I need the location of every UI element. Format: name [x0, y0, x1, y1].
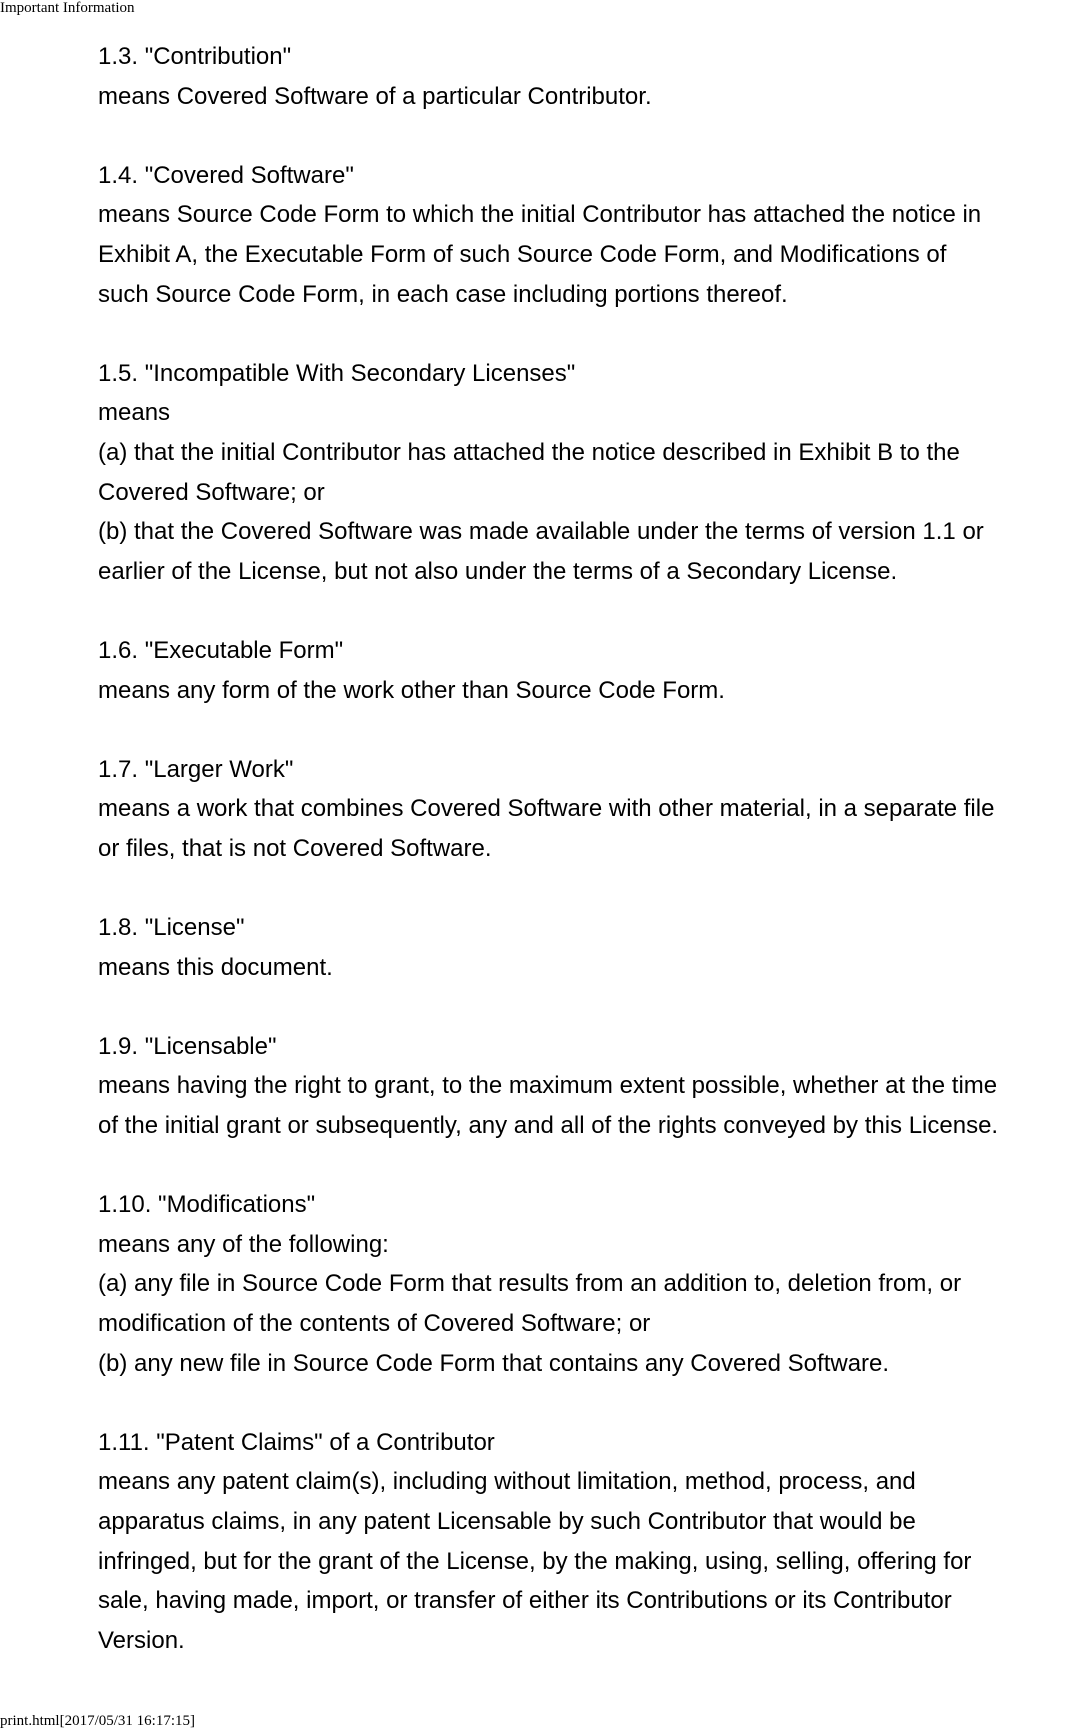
definition-text-line: means Source Code Form to which the initial Contributor has attached the notice in: [98, 201, 982, 229]
definition-text-line: means any form of the work other than Source Code Form.: [98, 676, 725, 704]
definition-text-line: means Covered Software of a particular Contributor.: [98, 82, 652, 110]
definition-text-line: means: [98, 399, 171, 427]
definition-text-line: means having the right to grant, to the maximum extent possible, whether at the time: [98, 1072, 998, 1100]
definition-covered-software: [98, 156, 1086, 314]
definition-text-line: means any patent claim(s), including without limitation, method, process, and: [98, 1468, 916, 1496]
definition-heading: 1.6. "Executable Form": [98, 636, 344, 664]
definition-text-line: means any of the following:: [98, 1230, 389, 1258]
page-header-title: Important Information: [0, 0, 135, 16]
definition-text-line: (b) that the Covered Software was made available under the terms of version 1.1 or: [98, 518, 984, 546]
definition-text-line: (a) any file in Source Code Form that results from an addition to, deletion from, or: [98, 1270, 962, 1298]
definition-heading: 1.8. "License": [98, 914, 245, 942]
definition-incompatible-with-secondary-licenses: [98, 354, 1086, 592]
definition-contribution: [98, 37, 1086, 116]
definition-text-line: infringed, but for the grant of the License, by the making, using, selling, offering for: [98, 1547, 972, 1575]
page-footer-url: print.html[2017/05/31 16:17:15]: [0, 1713, 195, 1729]
definition-patent-claims: [98, 1423, 1086, 1661]
definition-larger-work: [98, 750, 1086, 869]
definition-text-line: Exhibit A, the Executable Form of such Source Code Form, and Modifications of: [98, 240, 947, 268]
definition-heading: 1.10. "Modifications": [98, 1191, 316, 1219]
definition-text-line: apparatus claims, in any patent Licensable by such Contributor that would be: [98, 1507, 916, 1535]
definition-executable-form: [98, 631, 1086, 710]
definition-text-line: (b) any new file in Source Code Form that contains any Covered Software.: [98, 1349, 890, 1377]
document-body: [98, 37, 1086, 1660]
definition-text-line: sale, having made, import, or transfer of either its Contributions or its Contributor: [98, 1587, 952, 1615]
definition-heading: 1.4. "Covered Software": [98, 161, 354, 189]
definition-heading: 1.3. "Contribution": [98, 43, 292, 70]
definition-text-line: modification of the contents of Covered Software; or: [98, 1310, 651, 1337]
definition-licensable: [98, 1027, 1086, 1146]
definition-license: [98, 908, 1086, 987]
definition-heading: 1.9. "Licensable": [98, 1032, 277, 1060]
definition-text-line: earlier of the License, but not also under the terms of a Secondary License.: [98, 557, 898, 585]
definition-text-line: means this document.: [98, 953, 333, 981]
definition-modifications: [98, 1185, 1086, 1383]
definition-text-line: Covered Software; or: [98, 478, 325, 506]
definition-heading: 1.7. "Larger Work": [98, 755, 294, 783]
definition-text-line: of the initial grant or subsequently, any and all of the rights conveyed by this License.: [98, 1112, 999, 1140]
definition-heading: 1.5. "Incompatible With Secondary Licenses": [98, 359, 576, 387]
definition-text-line: (a) that the initial Contributor has attached the notice described in Exhibit B to the: [98, 438, 960, 466]
definition-text-line: means a work that combines Covered Software with other material, in a separate file: [98, 795, 995, 823]
definition-text-line: such Source Code Form, in each case including portions thereof.: [98, 280, 788, 308]
definition-text-line: Version.: [98, 1626, 185, 1654]
definition-heading: 1.11. "Patent Claims" of a Contributor: [98, 1428, 495, 1456]
definition-text-line: or files, that is not Covered Software.: [98, 834, 492, 862]
